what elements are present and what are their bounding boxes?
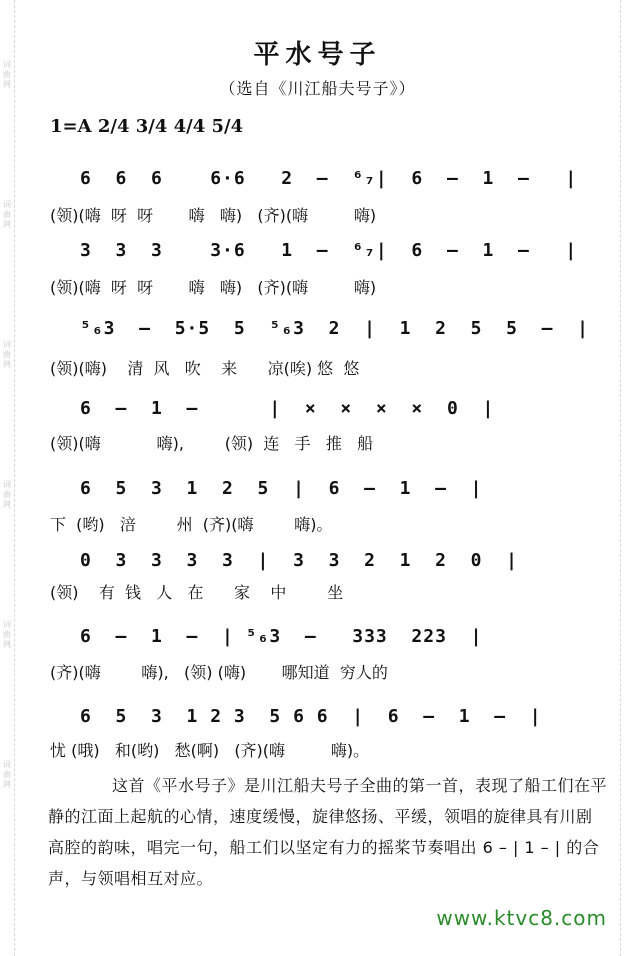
site-logo: www.ktvc8.com [436, 906, 607, 930]
lyrics-line: (领)(嗨 呀 呀 嗨 嗨) (齐)(嗨 嗨) [50, 278, 377, 297]
watermark: 词曲网 [3, 480, 11, 509]
watermark: 词曲网 [3, 200, 11, 229]
song-title: 平水号子 [253, 40, 382, 70]
notation-line: ⁵₆3 – 5·5 5 ⁵₆3 2 | 1 2 5 5 – | [80, 318, 589, 339]
lyrics-line: (齐)(嗨 嗨), (领) (嗨) 哪知道 穷人的 [50, 663, 388, 682]
lyrics-line: 下 (哟) 涪 州 (齐)(嗨 嗨)。 [50, 515, 333, 534]
notation-line: 3 3 3 3·6 1 – ⁶₇| 6 – 1 – | [80, 240, 578, 261]
watermark: 词曲网 [3, 340, 11, 369]
key-and-meter: 1=A 2/4 3/4 4/4 5/4 [50, 116, 244, 137]
watermark: 词曲网 [3, 760, 11, 789]
notation-line: 0 3 3 3 3 | 3 3 2 1 2 0 | [80, 550, 518, 571]
notation-line: 6 – 1 – | ⁵₆3 – 333 223 | [80, 626, 483, 647]
lyrics-line: 忧 (哦) 和(哟) 愁(啊) (齐)(嗨 嗨)。 [50, 741, 370, 760]
description-paragraph: 这首《平水号子》是川江船夫号子全曲的第一首，表现了船工们在平静的江面上起航的心情，速度缓慢，旋律悠扬、平缓，领唱的旋律具有川剧高腔的韵味，唱完一句，船工们以坚定有力的摇桨节奏唱出 6 – | 1 – | 的合声，与领唱相互对应。 [48, 776, 608, 888]
lyrics-line: (领)(嗨) 清 风 吹 来 凉(唉) 悠 悠 [50, 359, 360, 378]
lyrics-line: (领)(嗨 嗨), (领) 连 手 推 船 [50, 434, 374, 453]
lyrics-line: (领) 有 钱 人 在 家 中 坐 [50, 583, 344, 602]
song-source: （选自《川江船夫号子》） [219, 79, 416, 98]
notation-line: 6 – 1 – | × × × × 0 | [80, 398, 495, 419]
notation-line: 6 5 3 1 2 5 | 6 – 1 – | [80, 478, 483, 499]
lyrics-line: (领)(嗨 呀 呀 嗨 嗨) (齐)(嗨 嗨) [50, 206, 377, 225]
notation-line: 6 5 3 1 2 3 5 6 6 | 6 – 1 – | [80, 706, 542, 727]
right-watermark-strip [620, 0, 635, 956]
left-watermark-strip [0, 0, 15, 956]
watermark: 词曲网 [3, 60, 11, 89]
watermark: 词曲网 [3, 620, 11, 649]
notation-line: 6 6 6 6·6 2 – ⁶₇| 6 – 1 – | [80, 168, 578, 189]
